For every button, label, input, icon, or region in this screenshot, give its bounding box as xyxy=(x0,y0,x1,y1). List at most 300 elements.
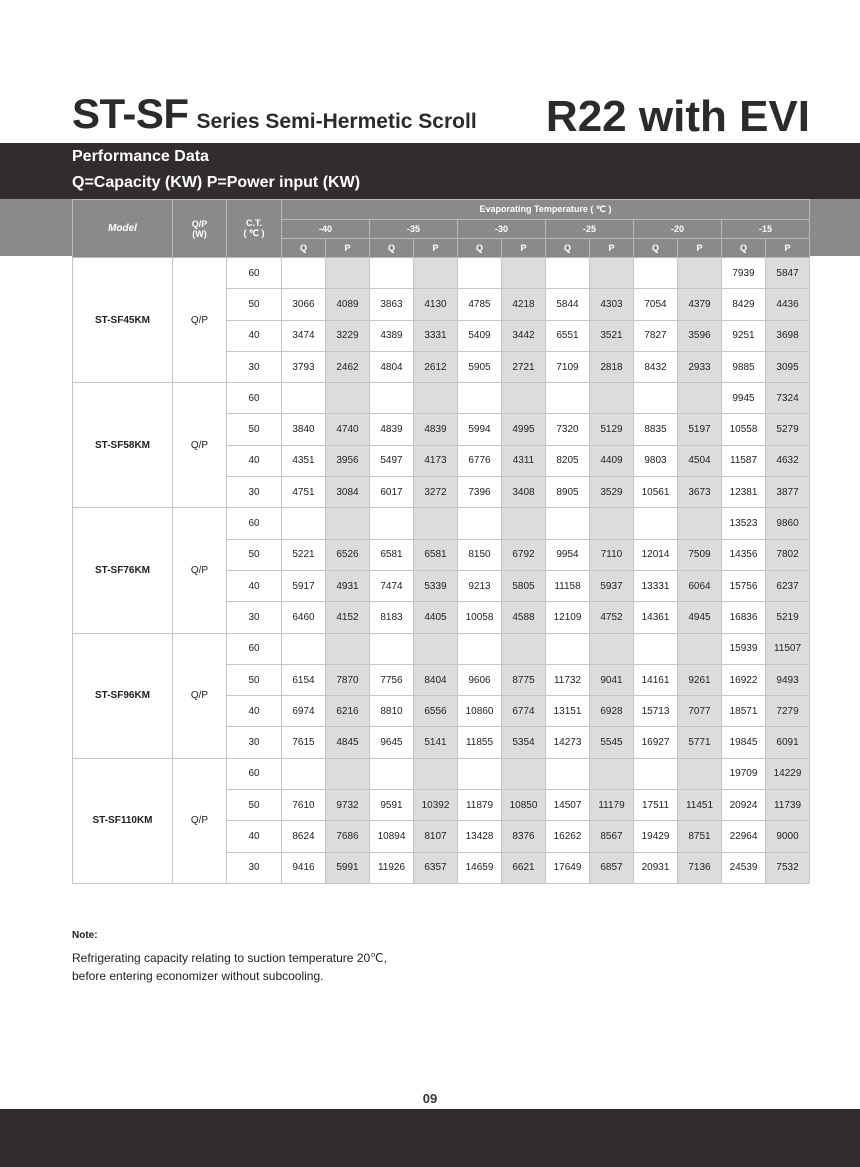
power-value-cell: 4740 xyxy=(326,414,370,445)
power-value-cell xyxy=(414,383,458,414)
capacity-value-cell xyxy=(546,633,590,664)
capacity-value-cell: 11587 xyxy=(722,445,766,476)
table-row xyxy=(73,383,810,414)
power-value-cell: 5937 xyxy=(590,570,634,601)
capacity-value-cell: 19845 xyxy=(722,727,766,758)
capacity-value-cell: 5994 xyxy=(458,414,502,445)
evap-temp-header: -40 xyxy=(282,220,370,239)
capacity-value-cell xyxy=(546,508,590,539)
power-value-cell: 7324 xyxy=(766,383,810,414)
power-value-cell xyxy=(326,258,370,289)
capacity-value-cell: 19429 xyxy=(634,821,678,852)
capacity-value-cell: 8150 xyxy=(458,539,502,570)
capacity-value-cell: 10860 xyxy=(458,696,502,727)
q-column-header: Q xyxy=(634,239,678,258)
power-value-cell: 4405 xyxy=(414,602,458,633)
power-value-cell: 2818 xyxy=(590,351,634,382)
capacity-value-cell xyxy=(282,508,326,539)
p-column-header: P xyxy=(326,239,370,258)
power-value-cell: 11507 xyxy=(766,633,810,664)
power-value-cell: 5141 xyxy=(414,727,458,758)
power-value-cell: 4152 xyxy=(326,602,370,633)
power-value-cell: 14229 xyxy=(766,758,810,789)
model-name-cell: ST-SF76KM xyxy=(73,508,173,633)
power-value-cell: 4845 xyxy=(326,727,370,758)
capacity-value-cell: 19709 xyxy=(722,758,766,789)
power-value-cell: 5771 xyxy=(678,727,722,758)
power-value-cell: 3698 xyxy=(766,320,810,351)
p-column-header: P xyxy=(502,239,546,258)
q-column-header: Q xyxy=(282,239,326,258)
capacity-value-cell xyxy=(458,383,502,414)
qp-column-header xyxy=(173,200,227,258)
power-value-cell: 5279 xyxy=(766,414,810,445)
capacity-value-cell: 6551 xyxy=(546,320,590,351)
capacity-value-cell: 8429 xyxy=(722,289,766,320)
power-value-cell: 3877 xyxy=(766,477,810,508)
power-value-cell: 3095 xyxy=(766,351,810,382)
qp-cell: Q/P xyxy=(173,383,227,508)
q-column-header: Q xyxy=(546,239,590,258)
power-value-cell: 3331 xyxy=(414,320,458,351)
capacity-value-cell: 16836 xyxy=(722,602,766,633)
power-value-cell: 8775 xyxy=(502,664,546,695)
power-value-cell: 6774 xyxy=(502,696,546,727)
power-value-cell: 3442 xyxy=(502,320,546,351)
page-title xyxy=(72,90,477,138)
capacity-value-cell xyxy=(458,258,502,289)
power-value-cell: 4839 xyxy=(414,414,458,445)
capacity-value-cell: 8835 xyxy=(634,414,678,445)
capacity-value-cell: 13523 xyxy=(722,508,766,539)
power-value-cell xyxy=(590,508,634,539)
power-value-cell: 6556 xyxy=(414,696,458,727)
model-name-cell: ST-SF58KM xyxy=(73,383,173,508)
condensing-temp-cell: 40 xyxy=(227,821,282,852)
capacity-value-cell: 11926 xyxy=(370,852,414,883)
power-value-cell xyxy=(678,383,722,414)
table-row xyxy=(73,508,810,539)
power-value-cell: 5805 xyxy=(502,570,546,601)
capacity-value-cell: 24539 xyxy=(722,852,766,883)
qp-unit: (W) xyxy=(192,228,207,239)
power-value-cell: 4311 xyxy=(502,445,546,476)
condensing-temp-cell: 50 xyxy=(227,539,282,570)
table-body xyxy=(73,258,810,884)
capacity-value-cell: 9606 xyxy=(458,664,502,695)
power-value-cell: 4995 xyxy=(502,414,546,445)
power-value-cell: 4752 xyxy=(590,602,634,633)
power-value-cell: 11179 xyxy=(590,790,634,821)
capacity-value-cell: 14161 xyxy=(634,664,678,695)
note-line-1: Refrigerating capacity relating to suction temperature 20℃, xyxy=(72,951,387,965)
power-value-cell: 4130 xyxy=(414,289,458,320)
capacity-value-cell: 10558 xyxy=(722,414,766,445)
power-value-cell: 3521 xyxy=(590,320,634,351)
condensing-temp-cell: 30 xyxy=(227,351,282,382)
power-value-cell: 3229 xyxy=(326,320,370,351)
capacity-value-cell xyxy=(282,633,326,664)
power-value-cell: 2462 xyxy=(326,351,370,382)
evap-temp-header: -35 xyxy=(370,220,458,239)
power-value-cell: 8404 xyxy=(414,664,458,695)
power-value-cell xyxy=(590,758,634,789)
power-value-cell: 7509 xyxy=(678,539,722,570)
capacity-value-cell: 14659 xyxy=(458,852,502,883)
power-value-cell: 6857 xyxy=(590,852,634,883)
capacity-value-cell: 8905 xyxy=(546,477,590,508)
condensing-temp-cell: 50 xyxy=(227,664,282,695)
condensing-temp-cell: 60 xyxy=(227,258,282,289)
power-value-cell xyxy=(502,633,546,664)
capacity-value-cell: 15713 xyxy=(634,696,678,727)
capacity-value-cell: 7396 xyxy=(458,477,502,508)
power-value-cell: 4945 xyxy=(678,602,722,633)
capacity-value-cell: 12381 xyxy=(722,477,766,508)
p-column-header: P xyxy=(678,239,722,258)
capacity-value-cell: 9213 xyxy=(458,570,502,601)
capacity-value-cell: 13151 xyxy=(546,696,590,727)
power-value-cell: 8376 xyxy=(502,821,546,852)
power-value-cell xyxy=(326,508,370,539)
section-title: Performance Data xyxy=(72,148,209,165)
power-value-cell xyxy=(678,633,722,664)
condensing-temp-cell: 60 xyxy=(227,508,282,539)
capacity-value-cell: 16922 xyxy=(722,664,766,695)
p-column-header: P xyxy=(590,239,634,258)
table-head xyxy=(73,200,810,258)
power-value-cell: 5545 xyxy=(590,727,634,758)
power-value-cell: 6091 xyxy=(766,727,810,758)
capacity-value-cell: 4785 xyxy=(458,289,502,320)
capacity-value-cell: 11732 xyxy=(546,664,590,695)
section-legend: Q=Capacity (KW) P=Power input (KW) xyxy=(72,174,361,191)
capacity-value-cell: 20924 xyxy=(722,790,766,821)
condensing-temp-cell: 50 xyxy=(227,790,282,821)
power-value-cell: 5354 xyxy=(502,727,546,758)
power-value-cell xyxy=(678,758,722,789)
q-column-header: Q xyxy=(722,239,766,258)
power-value-cell: 2721 xyxy=(502,351,546,382)
power-value-cell: 4436 xyxy=(766,289,810,320)
condensing-temp-cell: 40 xyxy=(227,570,282,601)
power-value-cell: 6792 xyxy=(502,539,546,570)
condensing-temp-cell: 40 xyxy=(227,445,282,476)
power-value-cell xyxy=(414,758,458,789)
capacity-value-cell: 9251 xyxy=(722,320,766,351)
capacity-value-cell: 3793 xyxy=(282,351,326,382)
capacity-value-cell: 6581 xyxy=(370,539,414,570)
power-value-cell: 7136 xyxy=(678,852,722,883)
capacity-value-cell: 11855 xyxy=(458,727,502,758)
qp-label: Q/P xyxy=(191,218,208,229)
capacity-value-cell: 9416 xyxy=(282,852,326,883)
power-value-cell xyxy=(678,508,722,539)
capacity-value-cell: 9803 xyxy=(634,445,678,476)
power-value-cell: 10392 xyxy=(414,790,458,821)
capacity-value-cell: 9954 xyxy=(546,539,590,570)
capacity-value-cell: 3066 xyxy=(282,289,326,320)
power-value-cell: 6581 xyxy=(414,539,458,570)
condensing-temp-cell: 50 xyxy=(227,289,282,320)
q-column-header: Q xyxy=(458,239,502,258)
capacity-value-cell: 5905 xyxy=(458,351,502,382)
p-column-header: P xyxy=(414,239,458,258)
evap-temp-header: -30 xyxy=(458,220,546,239)
condensing-temp-cell: 60 xyxy=(227,758,282,789)
capacity-value-cell: 3474 xyxy=(282,320,326,351)
power-value-cell: 9860 xyxy=(766,508,810,539)
capacity-value-cell: 14356 xyxy=(722,539,766,570)
model-name-cell: ST-SF96KM xyxy=(73,633,173,758)
condensing-temp-cell: 30 xyxy=(227,602,282,633)
capacity-value-cell: 5844 xyxy=(546,289,590,320)
power-value-cell xyxy=(502,383,546,414)
page-number: 09 xyxy=(422,1091,438,1106)
capacity-value-cell: 13428 xyxy=(458,821,502,852)
power-value-cell: 5129 xyxy=(590,414,634,445)
ct-unit: ( ℃ ) xyxy=(243,228,265,238)
power-value-cell: 4218 xyxy=(502,289,546,320)
capacity-value-cell: 5409 xyxy=(458,320,502,351)
power-value-cell: 11739 xyxy=(766,790,810,821)
capacity-value-cell: 14507 xyxy=(546,790,590,821)
capacity-value-cell: 7109 xyxy=(546,351,590,382)
power-value-cell: 9000 xyxy=(766,821,810,852)
capacity-value-cell xyxy=(282,258,326,289)
power-value-cell: 7686 xyxy=(326,821,370,852)
power-value-cell: 5219 xyxy=(766,602,810,633)
capacity-value-cell xyxy=(546,258,590,289)
capacity-value-cell xyxy=(458,633,502,664)
power-value-cell: 7870 xyxy=(326,664,370,695)
condensing-temp-cell: 60 xyxy=(227,383,282,414)
power-value-cell xyxy=(414,258,458,289)
model-name-cell: ST-SF45KM xyxy=(73,258,173,383)
table-row xyxy=(73,633,810,664)
model-name-cell: ST-SF110KM xyxy=(73,758,173,883)
power-value-cell xyxy=(678,258,722,289)
power-value-cell: 3529 xyxy=(590,477,634,508)
power-value-cell: 3408 xyxy=(502,477,546,508)
power-value-cell: 4303 xyxy=(590,289,634,320)
power-value-cell: 5339 xyxy=(414,570,458,601)
capacity-value-cell: 7610 xyxy=(282,790,326,821)
condensing-temp-cell: 40 xyxy=(227,696,282,727)
condensing-temp-cell: 30 xyxy=(227,852,282,883)
capacity-value-cell: 4389 xyxy=(370,320,414,351)
capacity-value-cell: 17511 xyxy=(634,790,678,821)
capacity-value-cell: 13331 xyxy=(634,570,678,601)
capacity-value-cell: 5497 xyxy=(370,445,414,476)
q-column-header: Q xyxy=(370,239,414,258)
condensing-temp-cell: 50 xyxy=(227,414,282,445)
series-description: Series Semi-Hermetic Scroll xyxy=(196,110,477,133)
capacity-value-cell: 4351 xyxy=(282,445,326,476)
note-line-2: before entering economizer without subcooling. xyxy=(72,969,324,983)
power-value-cell: 11451 xyxy=(678,790,722,821)
capacity-value-cell: 8432 xyxy=(634,351,678,382)
power-value-cell: 7532 xyxy=(766,852,810,883)
power-value-cell: 8751 xyxy=(678,821,722,852)
power-value-cell xyxy=(326,758,370,789)
power-value-cell: 6526 xyxy=(326,539,370,570)
series-code: ST-SF xyxy=(72,90,189,137)
capacity-value-cell: 12014 xyxy=(634,539,678,570)
power-value-cell: 9493 xyxy=(766,664,810,695)
capacity-value-cell: 15756 xyxy=(722,570,766,601)
refrigerant-title: R22 with EVI xyxy=(545,92,810,141)
capacity-value-cell xyxy=(370,383,414,414)
evaporating-temperature-header: Evaporating Temperature ( ℃ ) xyxy=(282,200,810,220)
capacity-value-cell xyxy=(634,258,678,289)
power-value-cell: 9041 xyxy=(590,664,634,695)
capacity-value-cell: 6017 xyxy=(370,477,414,508)
capacity-value-cell xyxy=(634,758,678,789)
capacity-value-cell: 10561 xyxy=(634,477,678,508)
capacity-value-cell: 3863 xyxy=(370,289,414,320)
capacity-value-cell: 11158 xyxy=(546,570,590,601)
capacity-value-cell: 4751 xyxy=(282,477,326,508)
table-row xyxy=(73,258,810,289)
capacity-value-cell: 4839 xyxy=(370,414,414,445)
capacity-value-cell: 9945 xyxy=(722,383,766,414)
qp-cell: Q/P xyxy=(173,633,227,758)
evap-temp-header: -15 xyxy=(722,220,810,239)
capacity-value-cell: 7756 xyxy=(370,664,414,695)
power-value-cell: 5847 xyxy=(766,258,810,289)
evap-temp-header: -25 xyxy=(546,220,634,239)
capacity-value-cell: 10058 xyxy=(458,602,502,633)
capacity-value-cell: 7474 xyxy=(370,570,414,601)
power-value-cell: 2933 xyxy=(678,351,722,382)
capacity-value-cell: 6776 xyxy=(458,445,502,476)
power-value-cell: 4089 xyxy=(326,289,370,320)
power-value-cell: 3956 xyxy=(326,445,370,476)
capacity-value-cell xyxy=(634,508,678,539)
footer-band xyxy=(0,1109,860,1167)
power-value-cell: 4173 xyxy=(414,445,458,476)
capacity-value-cell: 9885 xyxy=(722,351,766,382)
qp-cell: Q/P xyxy=(173,508,227,633)
power-value-cell xyxy=(590,633,634,664)
power-value-cell: 8567 xyxy=(590,821,634,852)
condensing-temp-cell: 60 xyxy=(227,633,282,664)
power-value-cell: 7279 xyxy=(766,696,810,727)
capacity-value-cell: 16927 xyxy=(634,727,678,758)
qp-cell: Q/P xyxy=(173,258,227,383)
ct-label: C.T. xyxy=(245,218,262,228)
capacity-value-cell xyxy=(370,633,414,664)
power-value-cell: 4409 xyxy=(590,445,634,476)
capacity-value-cell: 7615 xyxy=(282,727,326,758)
capacity-value-cell: 18571 xyxy=(722,696,766,727)
capacity-value-cell: 4804 xyxy=(370,351,414,382)
capacity-value-cell: 8624 xyxy=(282,821,326,852)
capacity-value-cell: 7827 xyxy=(634,320,678,351)
power-value-cell: 3272 xyxy=(414,477,458,508)
capacity-value-cell xyxy=(546,758,590,789)
power-value-cell xyxy=(502,758,546,789)
capacity-value-cell xyxy=(370,258,414,289)
capacity-value-cell: 17649 xyxy=(546,852,590,883)
power-value-cell: 9732 xyxy=(326,790,370,821)
evap-temp-header: -20 xyxy=(634,220,722,239)
capacity-value-cell: 14361 xyxy=(634,602,678,633)
qp-cell: Q/P xyxy=(173,758,227,883)
capacity-value-cell: 15939 xyxy=(722,633,766,664)
capacity-value-cell xyxy=(634,383,678,414)
power-value-cell: 6621 xyxy=(502,852,546,883)
condensing-temp-cell: 30 xyxy=(227,727,282,758)
power-value-cell xyxy=(590,383,634,414)
capacity-value-cell: 8810 xyxy=(370,696,414,727)
capacity-value-cell: 16262 xyxy=(546,821,590,852)
ct-column-header xyxy=(227,200,282,258)
power-value-cell: 10850 xyxy=(502,790,546,821)
power-value-cell: 3084 xyxy=(326,477,370,508)
capacity-value-cell xyxy=(370,508,414,539)
power-value-cell xyxy=(502,508,546,539)
power-value-cell: 5197 xyxy=(678,414,722,445)
model-column-header: Model xyxy=(73,200,173,258)
capacity-value-cell: 6460 xyxy=(282,602,326,633)
section-band xyxy=(0,143,860,199)
capacity-value-cell: 7054 xyxy=(634,289,678,320)
power-value-cell: 8107 xyxy=(414,821,458,852)
power-value-cell: 2612 xyxy=(414,351,458,382)
power-value-cell xyxy=(590,258,634,289)
power-value-cell: 9261 xyxy=(678,664,722,695)
capacity-value-cell: 6154 xyxy=(282,664,326,695)
power-value-cell: 4504 xyxy=(678,445,722,476)
capacity-value-cell: 22964 xyxy=(722,821,766,852)
power-value-cell: 6064 xyxy=(678,570,722,601)
power-value-cell: 6237 xyxy=(766,570,810,601)
capacity-value-cell: 7320 xyxy=(546,414,590,445)
capacity-value-cell xyxy=(458,758,502,789)
power-value-cell: 4379 xyxy=(678,289,722,320)
capacity-value-cell: 6974 xyxy=(282,696,326,727)
capacity-value-cell: 9591 xyxy=(370,790,414,821)
capacity-value-cell: 10894 xyxy=(370,821,414,852)
power-value-cell: 6357 xyxy=(414,852,458,883)
performance-table xyxy=(72,199,810,884)
power-value-cell: 7077 xyxy=(678,696,722,727)
power-value-cell: 3673 xyxy=(678,477,722,508)
power-value-cell: 4931 xyxy=(326,570,370,601)
power-value-cell: 7802 xyxy=(766,539,810,570)
power-value-cell xyxy=(326,633,370,664)
power-value-cell: 4632 xyxy=(766,445,810,476)
power-value-cell: 6216 xyxy=(326,696,370,727)
power-value-cell xyxy=(414,633,458,664)
capacity-value-cell: 20931 xyxy=(634,852,678,883)
power-value-cell: 7110 xyxy=(590,539,634,570)
capacity-value-cell: 7939 xyxy=(722,258,766,289)
power-value-cell xyxy=(414,508,458,539)
power-value-cell xyxy=(502,258,546,289)
capacity-value-cell: 5917 xyxy=(282,570,326,601)
condensing-temp-cell: 40 xyxy=(227,320,282,351)
capacity-value-cell xyxy=(282,383,326,414)
capacity-value-cell: 3840 xyxy=(282,414,326,445)
capacity-value-cell: 12109 xyxy=(546,602,590,633)
power-value-cell: 3596 xyxy=(678,320,722,351)
power-value-cell: 4588 xyxy=(502,602,546,633)
capacity-value-cell: 5221 xyxy=(282,539,326,570)
power-value-cell xyxy=(326,383,370,414)
